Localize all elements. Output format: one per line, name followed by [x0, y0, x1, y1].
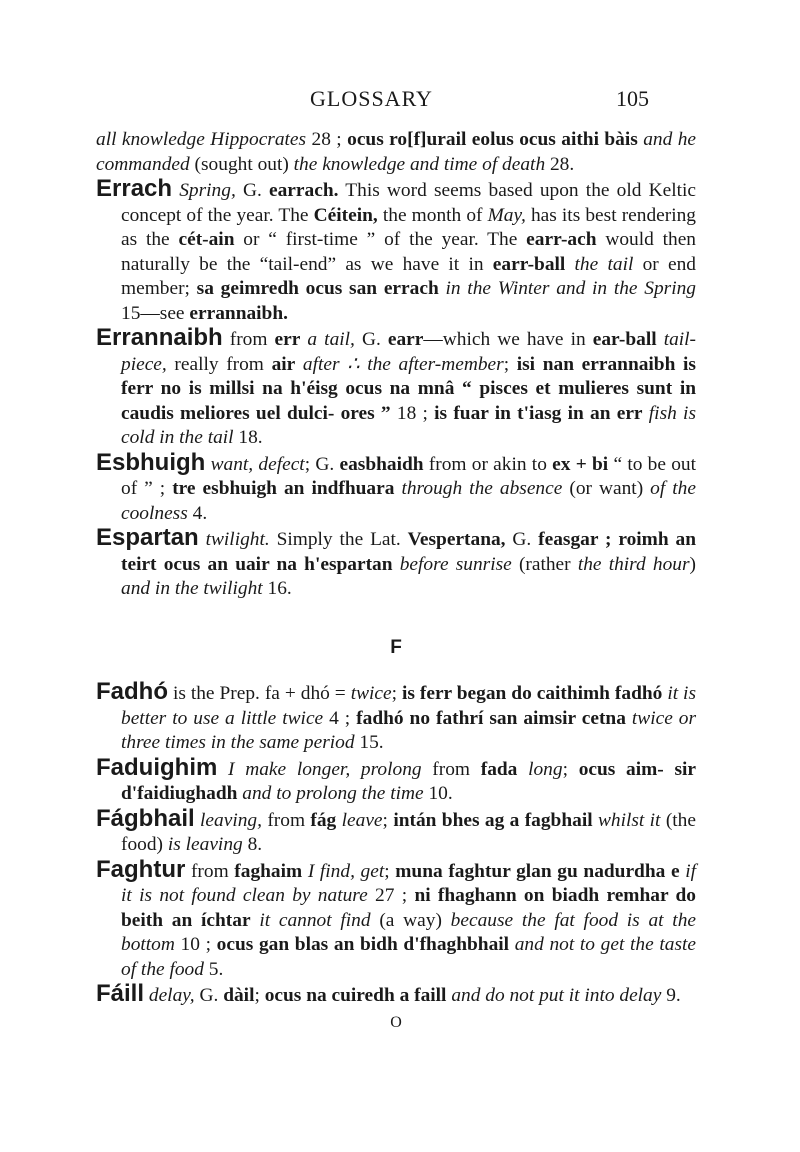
continuation-text: all knowledge Hippocrates — [96, 129, 307, 150]
entry-gloss: before sunrise — [399, 553, 512, 575]
entry-gloss: the tail — [574, 253, 634, 275]
entry-irish: feasgar ; roimh an teirt ocus an uair na h'espartan — [121, 529, 696, 575]
entry-text: or end member; — [121, 253, 696, 299]
entry-irish: ex + bi — [552, 453, 609, 475]
entry-irish: ocus gan blas an bidh d'fhaghbhail — [216, 934, 510, 955]
continuation-text: 28 ; — [306, 129, 348, 150]
glossary-body — [96, 128, 696, 1035]
entry-headword: Errach — [96, 175, 173, 202]
entry-gloss: and not to get the taste of the food — [121, 934, 696, 980]
entry-text: ; — [562, 758, 579, 780]
entry-text: 15. — [354, 732, 384, 753]
continuation-text: ocus ro[f]urail eolus ocus aithi bàis — [347, 129, 638, 150]
entry-text: ; — [384, 860, 396, 882]
entry-irish: cét-ain — [178, 229, 235, 250]
entry-gloss: if it is not found clean by nature — [121, 860, 696, 906]
glossary-entry — [96, 804, 696, 858]
entry-gloss: in the Winter and in the Spring — [445, 278, 696, 299]
page-number: 105 — [616, 86, 649, 111]
entry-irish: Vespertana, — [407, 529, 506, 550]
entry-text: 9. — [661, 985, 681, 1006]
continued-entry — [96, 128, 696, 177]
entry-irish: fadhó no fathrí san aimsir cetna — [356, 707, 626, 729]
entry-text — [393, 554, 400, 575]
entry-headword: Espartan — [96, 524, 199, 551]
entry-text: would then naturally be the “tail-end” as we have it in — [121, 229, 696, 275]
entry-irish: ear-ball — [592, 329, 657, 350]
entry-text: = — [329, 683, 351, 704]
glossary-entry — [96, 855, 696, 983]
entry-gloss: it is better to use a little twice — [121, 683, 696, 729]
entry-text: fa + dhó — [264, 683, 330, 704]
entry-irish: faghaim — [234, 860, 303, 882]
entry-text: 8. — [242, 834, 263, 855]
entry-text: the month of — [377, 204, 488, 226]
entries-f — [96, 680, 696, 1009]
entry-irish: ni fhaghann on biadh remhar do beith an íchtar — [121, 885, 696, 931]
continuation-text: the knowledge and time of death — [293, 153, 546, 175]
entry-irish: earr-ach — [526, 229, 597, 250]
entry-gloss: because the fat food is at the bottom — [121, 909, 696, 955]
entry-gloss: delay, — [148, 985, 195, 1006]
entry-text: ; G. — [304, 453, 340, 475]
entry-irish: is fuar in t'iasg in an err — [434, 402, 643, 424]
entry-irish: dàil — [223, 985, 255, 1006]
entry-irish: earr-ball — [492, 253, 566, 275]
entry-irish: intán bhes ag a fagbhail — [393, 809, 593, 831]
entry-irish: ocus aim- sir d'faidiughadh — [121, 758, 696, 804]
continuation-text: and he commanded — [96, 129, 696, 175]
entry-text: 16. — [262, 578, 292, 599]
glossary-entry — [96, 526, 696, 602]
entry-irish: ocus na cuiredh a faill — [264, 985, 447, 1006]
entry-text: ) — [689, 553, 696, 575]
entry-irish: fág — [310, 809, 337, 831]
entry-gloss: twice — [350, 683, 392, 704]
entry-gloss: is leaving — [167, 834, 243, 855]
glossary-entry — [96, 982, 696, 1009]
entry-irish: earr — [387, 329, 424, 350]
entry-text: ; — [391, 683, 402, 704]
entry-gloss: of the coolness — [121, 478, 696, 524]
entry-gloss: long — [528, 758, 563, 780]
glossary-entry — [96, 326, 696, 451]
entry-text: (rather — [511, 553, 578, 575]
entry-text: ; — [382, 809, 394, 831]
entry-irish: errannaibh. — [189, 302, 288, 324]
entry-text: from — [421, 758, 481, 780]
entry-headword: Fadhó — [96, 678, 168, 705]
entry-gloss: tail-piece, — [121, 329, 697, 375]
entry-text: from — [222, 329, 275, 350]
entry-headword: Faghtur — [96, 855, 186, 883]
entry-gloss: through the absence — [401, 478, 563, 499]
entry-gloss: it cannot find — [259, 909, 371, 931]
entry-headword: Faduighim — [96, 753, 218, 781]
entry-irish: is ferr began do caithimh fadhó — [401, 683, 663, 704]
entry-text: ; — [254, 985, 265, 1006]
entry-irish: earrach. — [269, 180, 339, 201]
entry-headword: Errannaibh — [96, 324, 223, 351]
entry-text — [657, 329, 664, 350]
entry-irish: sa geimredh ocus san errach — [196, 278, 439, 299]
entry-text — [565, 254, 574, 275]
entry-text: (the food) — [121, 809, 696, 855]
glossary-entry — [96, 753, 696, 807]
entry-irish: muna faghtur glan gu nadurdha e — [395, 860, 680, 882]
entry-text: from or akin to — [423, 453, 553, 475]
entry-text: Simply the Lat. — [269, 529, 408, 550]
entry-text: from — [261, 809, 311, 831]
signature-mark: O — [390, 1013, 402, 1031]
entry-gloss: May, — [487, 204, 526, 226]
entry-text: 18 ; — [390, 402, 435, 424]
entry-irish: air — [271, 353, 296, 375]
entry-gloss: a tail, — [307, 329, 355, 350]
continuation-text: (sought out) — [189, 153, 294, 175]
entry-text — [199, 529, 206, 550]
entry-text: —which we have in — [423, 329, 593, 350]
entry-text — [517, 759, 528, 780]
entry-gloss: I find, get — [307, 860, 385, 882]
entry-headword: Esbhuigh — [96, 448, 206, 476]
glossary-entry — [96, 177, 696, 326]
entry-irish: easbhaidh — [339, 453, 424, 475]
entry-text: 5. — [203, 958, 224, 980]
entry-text: G. — [194, 985, 224, 1006]
entry-text: 4 ; — [323, 707, 357, 729]
entry-text: 15—see — [121, 302, 190, 324]
entry-gloss: after ∴ the after-member — [302, 353, 504, 375]
entry-gloss: and do not put it into delay — [451, 985, 662, 1006]
entry-gloss: the third hour — [577, 553, 690, 575]
entry-text: G. — [505, 529, 539, 550]
entry-text: 4. — [187, 502, 208, 524]
entry-irish: isi nan errannaibh is ferr no is millsi na h'éisg ocus na mnâ “ pisces et mulieres sunt in caudis meliores uel dulci- ores ” — [121, 353, 696, 424]
section-letter: F — [390, 636, 402, 658]
entry-gloss: twilight. — [205, 529, 270, 550]
entries-e — [96, 177, 696, 602]
entry-text: from — [185, 860, 235, 882]
entry-text — [295, 354, 303, 375]
entry-irish: fada — [480, 758, 518, 780]
entry-text: ; — [503, 353, 517, 375]
entry-text: is the Prep. — [168, 683, 265, 704]
glossary-entry — [96, 680, 696, 756]
entry-text — [217, 759, 228, 780]
entry-gloss: fish is cold in the tail — [121, 402, 696, 448]
page-header — [0, 86, 800, 116]
entry-gloss: twice or three times in the same period — [121, 707, 697, 753]
continuation-text: 28. — [545, 153, 575, 175]
entry-gloss: leave — [341, 809, 383, 831]
entry-gloss: leaving, — [200, 809, 262, 831]
entry-text: G. — [235, 180, 269, 201]
entry-text: 10 ; — [174, 934, 217, 955]
entry-text: really from — [166, 353, 272, 375]
entry-irish: Céitein, — [313, 204, 378, 226]
entry-text: “ to be out of ” ; — [121, 453, 697, 499]
entry-text: G. — [354, 329, 388, 350]
entry-irish: tre esbhuigh an indfhuara — [172, 478, 395, 499]
entry-text: (or want) — [562, 478, 651, 499]
entry-gloss: I make longer, prolong — [228, 758, 422, 780]
entry-text: (a way) — [370, 909, 451, 931]
glossary-entry — [96, 448, 697, 527]
entry-text: This word seems based upon the old Keltic concept of the year. The — [121, 180, 696, 226]
entry-gloss: and to prolong the time — [242, 783, 424, 804]
entry-text: or “ first-time ” of the year. The — [234, 229, 527, 250]
entry-text: 27 ; — [367, 885, 415, 906]
entry-gloss: and in the twilight — [121, 578, 263, 599]
entry-gloss: whilst it — [597, 809, 661, 831]
entry-text: 10. — [423, 783, 453, 804]
entry-gloss: Spring, — [179, 180, 236, 201]
entry-text: 18. — [233, 427, 263, 448]
entry-irish: err — [274, 329, 301, 350]
entry-headword: Fágbhail — [96, 804, 195, 832]
entry-gloss: want, defect — [210, 453, 305, 475]
entry-headword: Fáill — [96, 980, 145, 1007]
entry-text: has its best rendering as the — [121, 204, 697, 250]
entry-text — [251, 910, 260, 931]
running-head: GLOSSARY — [310, 86, 433, 111]
